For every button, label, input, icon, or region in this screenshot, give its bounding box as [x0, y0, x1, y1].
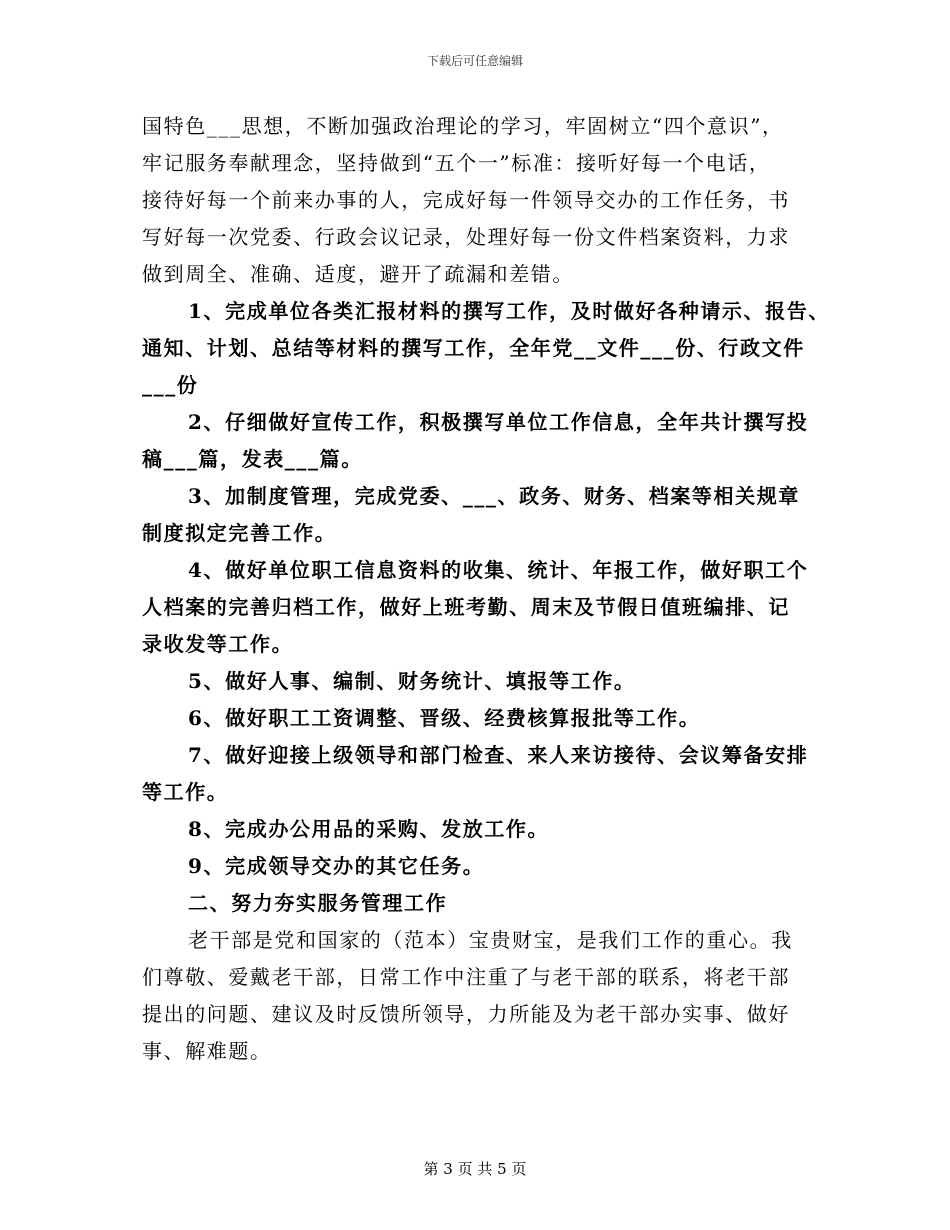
section-paragraph [142, 922, 822, 1070]
text-line: 等工作。 [142, 780, 229, 804]
text-line: 接待好每一个前来办事的人，完成好每一件领导交办的工作任务，书 [142, 188, 790, 212]
text-line: 老干部是党和国家的（范本）宝贵财宝，是我们工作的重心。我 [188, 928, 793, 952]
page-footer: 第 3 页 共 5 页 [423, 1160, 527, 1178]
text-line: 4、做好单位职工信息资料的收集、统计、年报工作，做好职工个 [188, 558, 809, 582]
text-line: 事、解难题。 [142, 1039, 272, 1063]
text-line: 通知、计划、总结等材料的撰写工作，全年党__文件___份、行政文件 [142, 336, 805, 360]
text-line: 3、加制度管理，完成党委、___、政务、财务、档案等相关规章 [188, 484, 800, 508]
text-line: 国特色___思想，不断加强政治理论的学习，牢固树立“四个意识”， [142, 114, 784, 138]
list-item-3 [142, 478, 822, 552]
text-line: ___份 [142, 373, 199, 397]
text-line: 人档案的完善归档工作，做好上班考勤、周末及节假日值班编排、记 [142, 595, 790, 619]
text-line: 稿___篇，发表___篇。 [142, 447, 363, 471]
text-line: 录收发等工作。 [142, 632, 294, 656]
text-line: 7、做好迎接上级领导和部门检查、来人来访接待、会议筹备安排 [188, 743, 809, 767]
list-item-9: 9、完成领导交办的其它任务。 [188, 854, 485, 878]
list-item-1 [142, 293, 830, 404]
intro-paragraph [142, 108, 822, 293]
text-line: 们尊敬、爱戴老干部，日常工作中注重了与老干部的联系，将老干部 [142, 965, 790, 989]
list-item-2 [142, 404, 822, 478]
page-header: 下载后可任意编辑 [426, 54, 523, 68]
list-item-5: 5、做好人事、编制、财务统计、填报等工作。 [188, 669, 636, 693]
text-line: 1、完成单位各类汇报材料的撰写工作，及时做好各种请示、报告、 [188, 299, 830, 323]
text-line: 做到周全、准确、适度，避开了疏漏和差错。 [142, 262, 574, 286]
list-item-7 [142, 737, 822, 811]
text-line: 制度拟定完善工作。 [142, 521, 337, 545]
list-item-6: 6、做好职工工资调整、晋级、经费核算报批等工作。 [188, 706, 701, 730]
text-line: 牢记服务奉献理念，坚持做到“五个一”标准：接听好每一个电话， [142, 151, 771, 175]
text-line: 写好每一次党委、行政会议记录，处理好每一份文件档案资料，力求 [142, 225, 790, 249]
document-body [142, 108, 830, 1070]
text-line: 提出的问题、建议及时反馈所领导，力所能及为老干部办实事、做好 [142, 1002, 790, 1026]
list-item-8: 8、完成办公用品的采购、发放工作。 [188, 817, 550, 841]
section-heading: 二、努力夯实服务管理工作 [188, 891, 448, 915]
text-line: 2、仔细做好宣传工作，积极撰写单位工作信息，全年共计撰写投 [188, 410, 809, 434]
list-item-4 [142, 552, 822, 663]
